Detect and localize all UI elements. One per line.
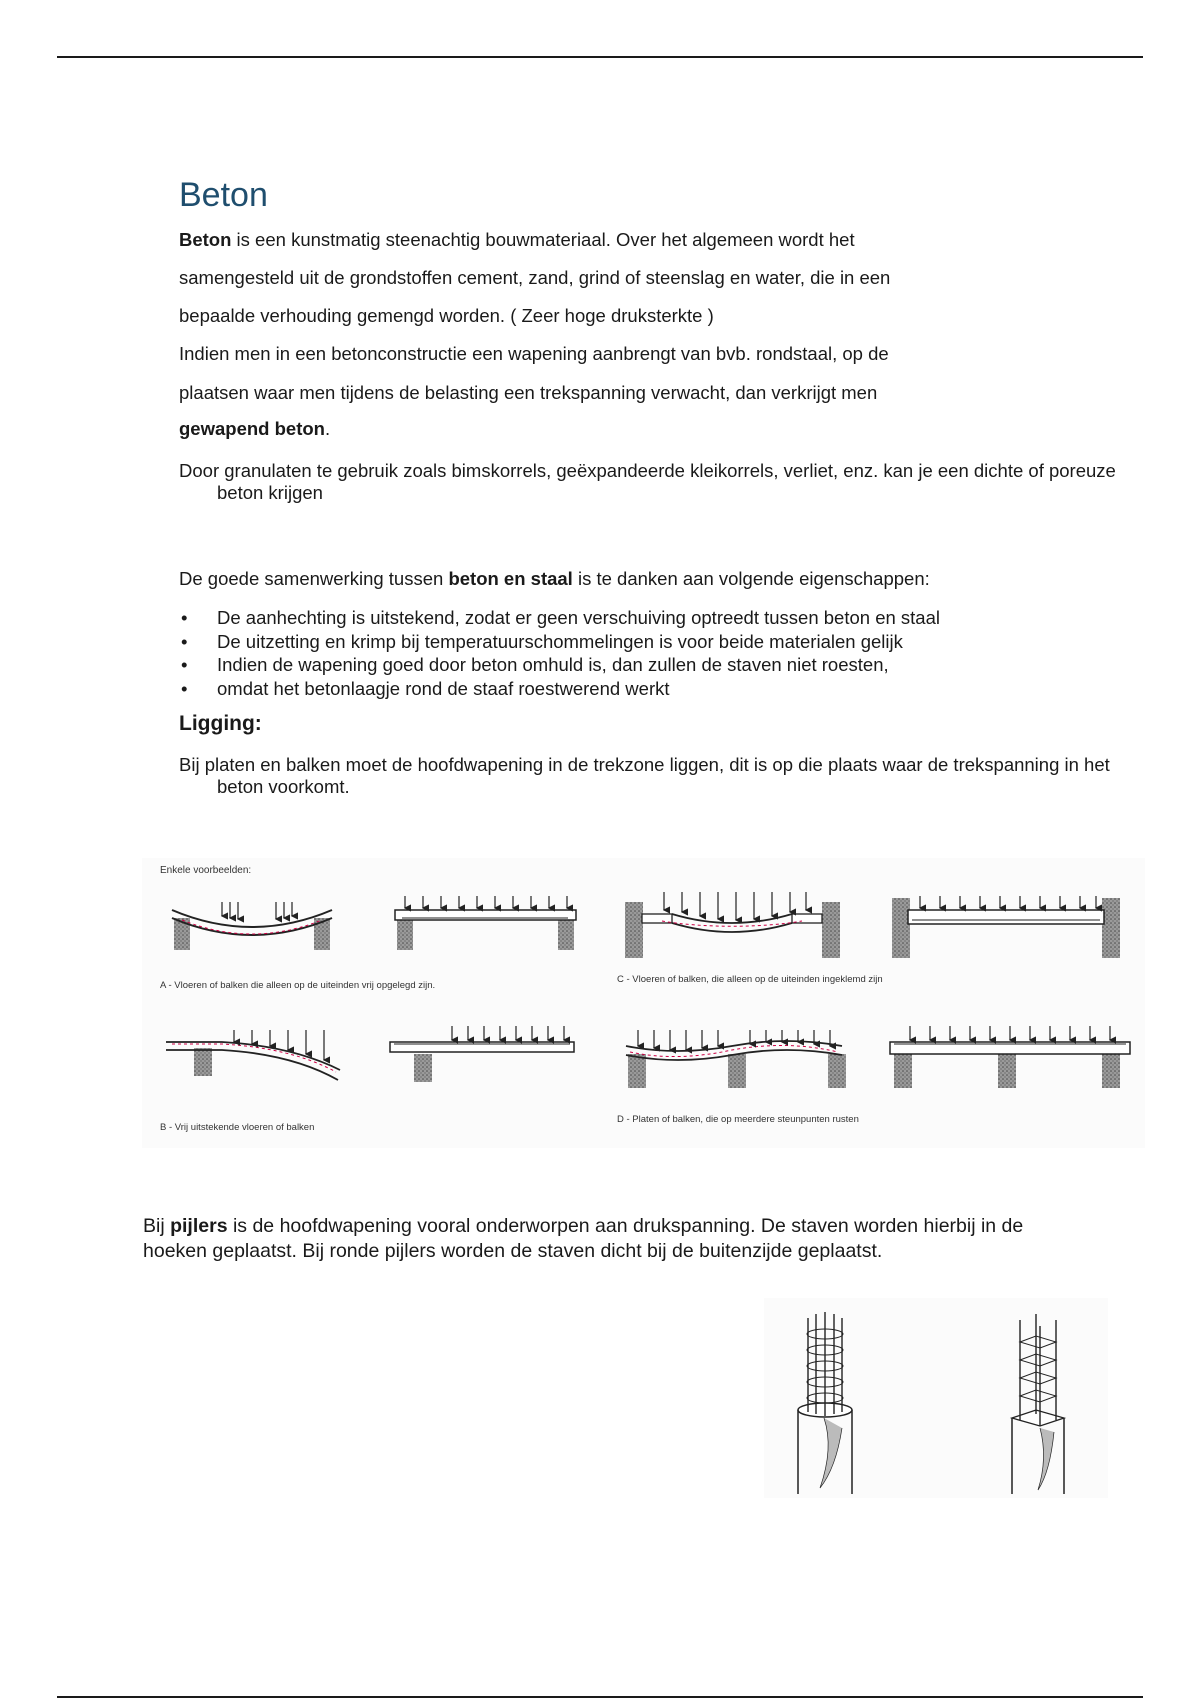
caption-c: C - Vloeren of balken, die alleen op de uiteinden ingeklemd zijn bbox=[617, 974, 883, 985]
intro-line-6-text: . bbox=[324, 418, 331, 439]
list-item: • De aanhechting is uitstekend, zodat er geen verschuiving optreedt tussen beton en staal bbox=[179, 606, 940, 630]
pijlers-paragraph bbox=[143, 1214, 1043, 1264]
properties-list bbox=[179, 606, 940, 700]
granulaten-paragraph: Door granulaten te gebruik zoals bimskorrels, geëxpandeerde kleikorrels, verliet, enz. kan je een dichte of poreuze beton krijgen bbox=[179, 460, 1116, 503]
intro-line-1-text: is een kunstmatig steenachtig bouwmateriaal. Over het algemeen wordt het bbox=[231, 229, 855, 250]
caption-b: B - Vrij uitstekende vloeren of balken bbox=[160, 1122, 315, 1133]
intro-line-1 bbox=[179, 229, 855, 251]
caption-a: A - Vloeren of balken die alleen op de uiteinden vrij opgelegd zijn. bbox=[160, 980, 436, 991]
pijlers-bold: pijlers bbox=[170, 1215, 228, 1237]
beam-examples-figure bbox=[142, 858, 1145, 1148]
page-title: Beton bbox=[179, 176, 268, 214]
gewapend-beton-bold: gewapend beton bbox=[179, 418, 325, 439]
samenwerking-text-b: is te danken aan volgende eigenschappen: bbox=[572, 568, 930, 589]
column-reinforcement-figure bbox=[764, 1298, 1108, 1498]
beton-bold: Beton bbox=[179, 229, 232, 250]
list-item: • De uitzetting en krimp bij temperatuurschommelingen is voor beide materialen gelijk bbox=[179, 630, 940, 654]
samenwerking-text-a: De goede samenwerking tussen bbox=[179, 568, 449, 589]
intro-line-6 bbox=[179, 418, 330, 440]
intro-line-3: bepaalde verhouding gemengd worden. ( Zeer hoge druksterkte ) bbox=[179, 305, 714, 326]
figure-header: Enkele voorbeelden: bbox=[160, 865, 252, 876]
list-item: • omdat het betonlaagje rond de staaf roestwerend werkt bbox=[179, 677, 940, 701]
intro-line-2: samengesteld uit de grondstoffen cement, zand, grind of steenslag en water, die in een bbox=[179, 267, 891, 288]
list-item: • Indien de wapening goed door beton omhuld is, dan zullen de staven niet roesten, bbox=[179, 653, 940, 677]
header-rule bbox=[57, 56, 1143, 58]
pijlers-text-b: is de hoofdwapening vooral onderworpen aan drukspanning. De staven worden hierbij in de hoeken geplaatst. Bij ronde pijlers worden de staven dicht bij de buitenzijde geplaatst. bbox=[143, 1215, 1024, 1262]
samenwerking-paragraph bbox=[179, 568, 930, 590]
ligging-paragraph: Bij platen en balken moet de hoofdwapening in de trekzone liggen, dit is op die plaats waar de trekspanning in het beton voorkomt. bbox=[179, 754, 1110, 797]
intro-line-4: Indien men in een betonconstructie een wapening aanbrengt van bvb. rondstaal, op de bbox=[179, 343, 889, 364]
intro-line-5: plaatsen waar men tijdens de belasting een trekspanning verwacht, dan verkrijgt men bbox=[179, 382, 878, 403]
ligging-heading: Ligging: bbox=[179, 712, 262, 735]
samenwerking-bold: beton en staal bbox=[448, 568, 573, 589]
caption-d: D - Platen of balken, die op meerdere steunpunten rusten bbox=[617, 1114, 859, 1125]
footer-rule bbox=[57, 1696, 1143, 1698]
pijlers-text-a: Bij bbox=[143, 1215, 171, 1237]
